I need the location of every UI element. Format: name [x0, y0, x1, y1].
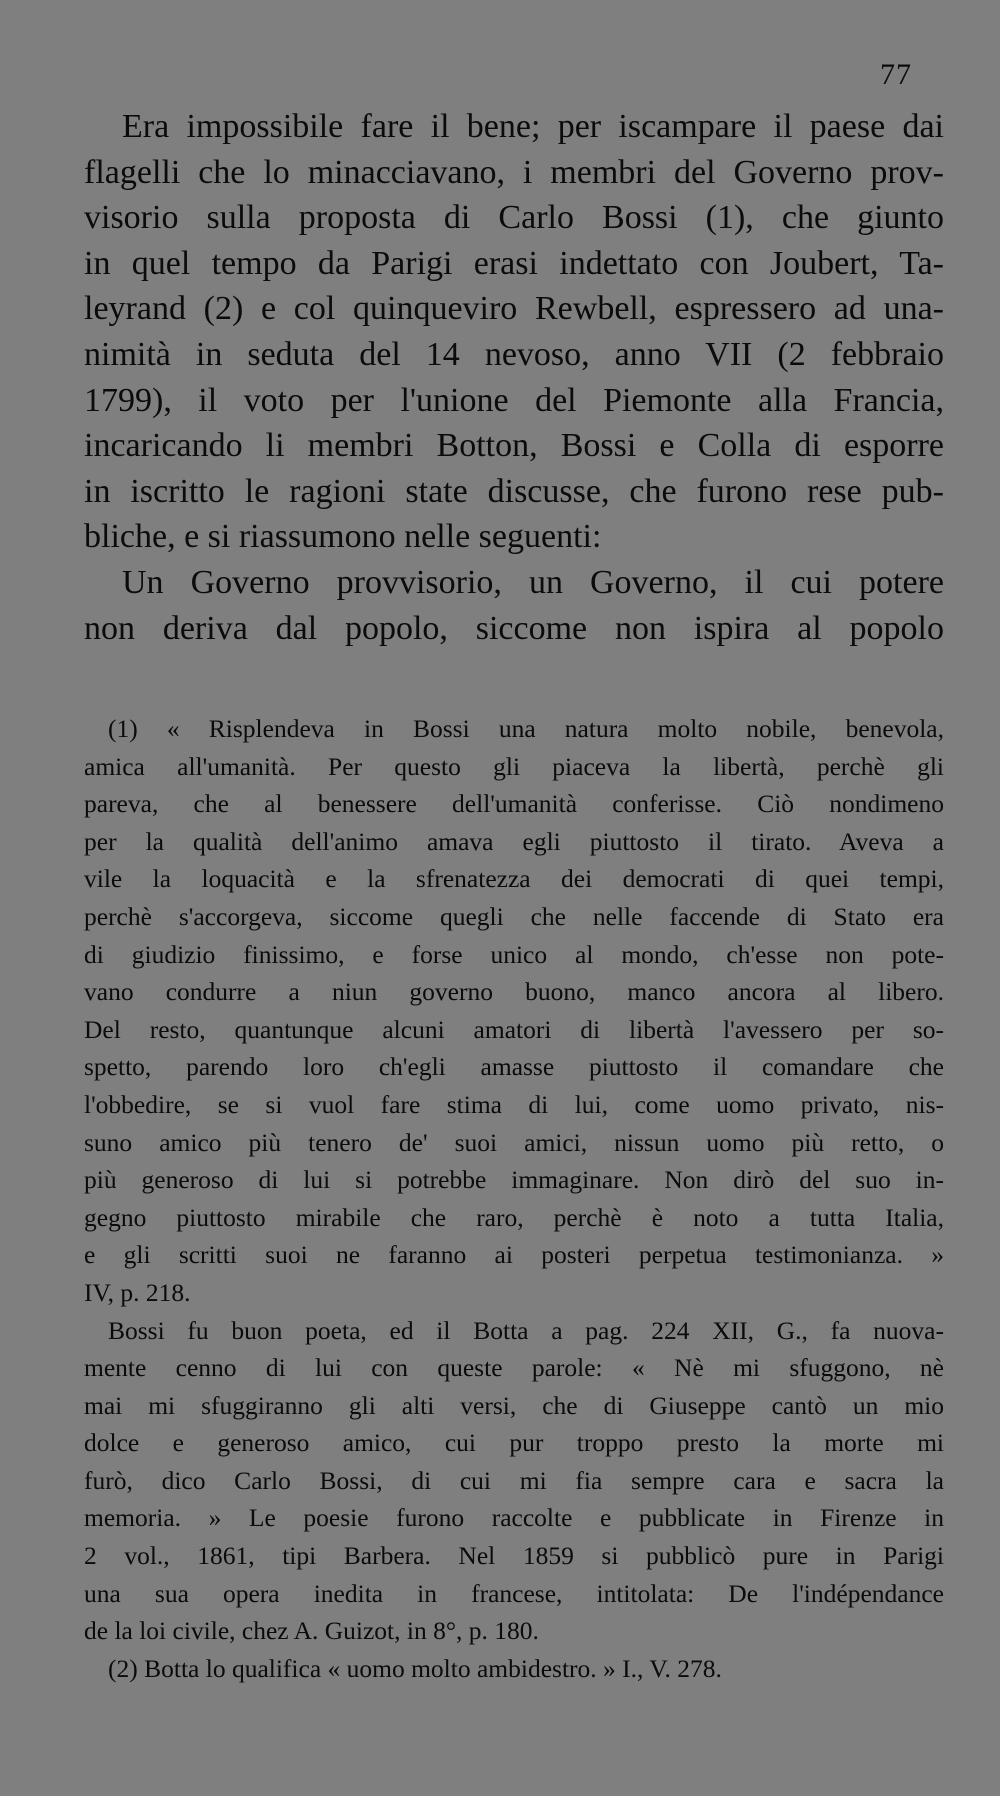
footnote-line: Bossi fu buon poeta, ed il Botta a pag. 224 XII, G., fa nuova- [108, 1315, 944, 1345]
footnote-line: pareva, che al benessere dell'umanità conferisse. Ciò nondimeno [84, 789, 944, 819]
main-text-line: flagelli che lo minacciavano, i membri del Governo prov- [84, 153, 944, 191]
footnote-line: vano condurre a niun governo buono, manco ancora al libero. [84, 977, 944, 1007]
main-text-line: Era impossibile fare il bene; per iscampare il paese dai [122, 108, 944, 145]
footnote-line: memoria. » Le poesie furono raccolte e pubblicate in Firenze in [84, 1503, 944, 1533]
footnote-line: vile la loquacità e la sfrenatezza dei democrati di quei tempi, [84, 864, 944, 894]
book-page [84, 52, 946, 1752]
main-text-line: Un Governo provvisorio, un Governo, il cui potere [122, 563, 944, 601]
page-number: 77 [880, 58, 912, 91]
footnote-line: gegno piuttosto mirabile che raro, perchè è noto a tutta Italia, [84, 1202, 944, 1232]
footnote-line: IV, p. 218. [84, 1277, 191, 1307]
footnote-line: Del resto, quantunque alcuni amatori di libertà l'avessero per so- [84, 1014, 944, 1044]
main-text-line: bliche, e si riassumono nelle seguenti: [84, 518, 602, 556]
main-text [84, 104, 944, 651]
footnote-line: una sua opera inedita in francese, intitolata: De l'indépendance [84, 1578, 944, 1608]
footnote-line: 2 vol., 1861, tipi Barbera. Nel 1859 si pubblicò pure in Parigi [84, 1541, 944, 1571]
main-text-line: 1799), il voto per l'unione del Piemonte alla Francia, [84, 381, 944, 419]
main-text-line: nimità in seduta del 14 nevoso, anno VII (2 febbraio [84, 335, 944, 373]
footnote-line: dolce e generoso amico, cui pur troppo presto la morte mi [84, 1428, 944, 1458]
footnote-line: suno amico più tenero de' suoi amici, nissun uomo più retto, o [84, 1127, 944, 1157]
footnote-line: perchè s'accorgeva, siccome quegli che nelle faccende di Stato era [84, 901, 944, 931]
footnote-line: de la loi civile, chez A. Guizot, in 8°, p. 180. [84, 1616, 539, 1646]
footnote-line: furò, dico Carlo Bossi, di cui mi fia sempre cara e sacra la [84, 1465, 944, 1495]
footnote-line: (2) Botta lo qualifica « uomo molto ambidestro. » I., V. 278. [108, 1653, 722, 1683]
footnote-line: spetto, parendo loro ch'egli amasse piuttosto il comandare che [84, 1052, 944, 1082]
main-text-line: in iscritto le ragioni state discusse, che furono rese pub- [84, 472, 944, 510]
main-text-line: visorio sulla proposta di Carlo Bossi (1), che giunto [84, 199, 944, 237]
footnote-line: (1) « Risplendeva in Bossi una natura molto nobile, benevola, [108, 714, 944, 743]
footnote-line: di giudizio finissimo, e forse unico al mondo, ch'esse non pote- [84, 939, 944, 969]
footnote-line: e gli scritti suoi ne faranno ai posteri perpetua testimonianza. » [84, 1240, 944, 1270]
footnotes [84, 710, 944, 1687]
main-text-line: leyrand (2) e col quinqueviro Rewbell, espressero ad una- [84, 290, 944, 328]
footnote-line: per la qualità dell'animo amava egli piuttosto il tirato. Aveva a [84, 826, 944, 856]
main-text-line: in quel tempo da Parigi erasi indettato con Joubert, Ta- [84, 244, 944, 282]
footnote-line: mai mi sfuggiranno gli alti versi, che di Giuseppe cantò un mio [84, 1390, 944, 1420]
footnote-line: mente cenno di lui con queste parole: « Nè mi sfuggono, nè [84, 1353, 944, 1383]
footnote-line: amica all'umanità. Per questo gli piaceva la libertà, perchè gli [84, 751, 944, 781]
main-text-line: non deriva dal popolo, siccome non ispira al popolo [84, 609, 944, 647]
footnote-line: l'obbedire, se si vuol fare stima di lui, come uomo privato, nis- [84, 1089, 944, 1119]
footnote-line: più generoso di lui si potrebbe immaginare. Non dirò del suo in- [84, 1165, 944, 1195]
main-text-line: incaricando li membri Botton, Bossi e Colla di esporre [84, 427, 944, 465]
